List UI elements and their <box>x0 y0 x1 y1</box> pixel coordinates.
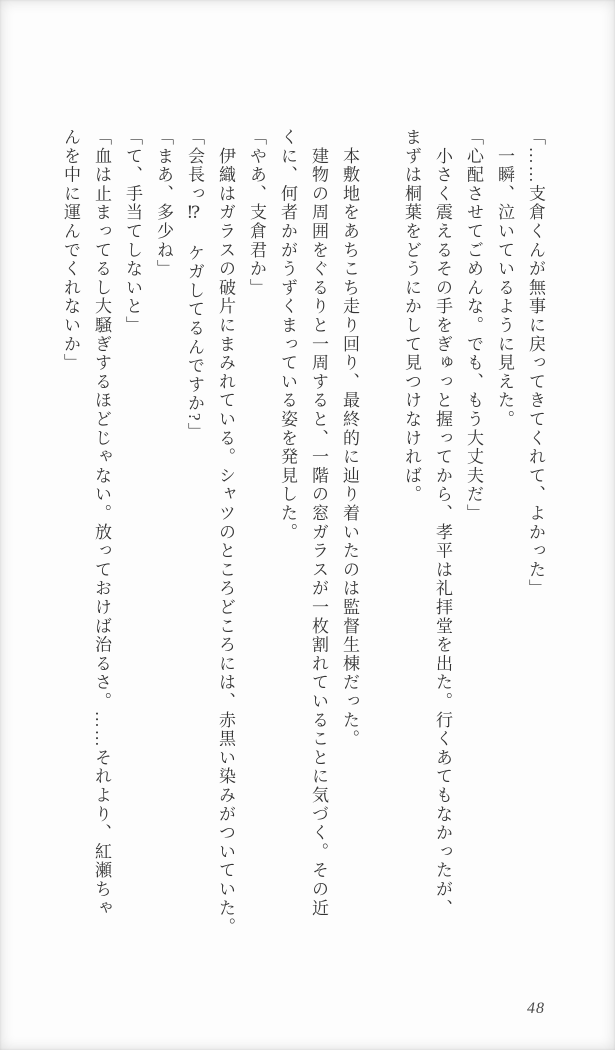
text-line: くに、何者かがうずくまっている姿を発見した。 <box>278 128 297 542</box>
text-line: 「まあ、多少ね」 <box>154 128 173 279</box>
text-line: 「心配させてごめんな。でも、もう大丈夫だ」 <box>464 128 483 523</box>
text-line: 本敷地をあちこち走り回り、最終的に辿り着いたのは監督生棟だった。 <box>340 128 359 749</box>
page-number: 48 <box>527 1000 545 1017</box>
text-line: 小さく震えるその手をぎゅっと握ってから、孝平は礼拝堂を出た。行くあてもなかったが、 <box>433 128 452 918</box>
blank-line <box>365 128 396 973</box>
text-line: 伊織はガラスの破片にまみれている。シャツのところどころには、赤黒い染みがついていた。 <box>216 128 235 937</box>
text-line: まずは桐葉をどうにかして見つけなければ。 <box>402 128 421 504</box>
text-line: 「て、手当てしないと」 <box>123 128 142 335</box>
text-block <box>55 128 551 973</box>
text-line: 建物の周囲をぐるりと一周すると、一階の窓ガラスが一枚割れていることに気づく。その近 <box>309 128 328 918</box>
text-line: 「血は止まってるし大騒ぎするほどじゃない。放っておけば治るさ。……それより、紅瀬ちゃ <box>92 128 111 918</box>
text-line: んを中に運んでくれないか」 <box>61 128 80 373</box>
text-line: 一瞬、泣いているように見えた。 <box>495 128 514 429</box>
text-line: 「会長っ⁉ ケガしてるんですか?」 <box>185 128 204 442</box>
text-line: 「……支倉くんが無事に戻ってきてくれて、よかった」 <box>526 128 545 598</box>
text-line: 「やあ、支倉君か」 <box>247 128 266 298</box>
